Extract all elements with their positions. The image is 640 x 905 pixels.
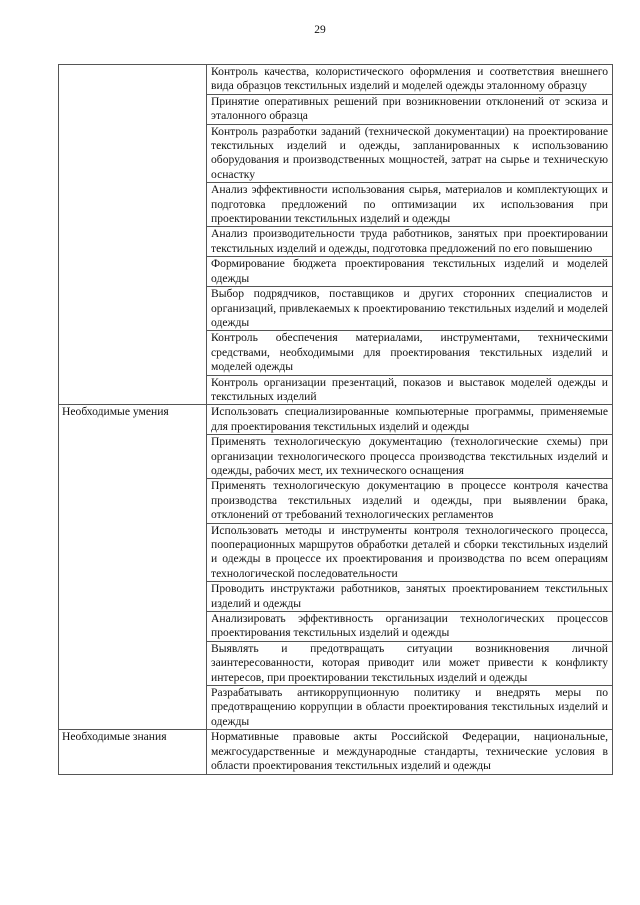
requirements-table-body (59, 65, 613, 775)
requirement-item: Применять технологическую документацию (технологические схемы) при организации технологического процесса производства текстильных изделий и одежды, рабочих мест, их технического оснащения (207, 435, 613, 479)
section-label: Необходимые умения (59, 405, 207, 730)
requirement-item: Проводить инструктажи работников, занятых проектированием текстильных изделий и одежды (207, 582, 613, 612)
requirement-item: Использовать специализированные компьютерные программы, применяемые для проектирования текстильных изделий и одежды (207, 405, 613, 435)
page-number: 29 (314, 24, 326, 36)
requirement-item: Нормативные правовые акты Российской Федерации, национальные, межгосударственные и международные стандарты, технические условия в области проектирования текстильных изделий и одежды (207, 730, 613, 774)
requirement-item: Применять технологическую документацию в процессе контроля качества производства текстильных изделий и одежды, при выявлении брака, отклонений от требований технологических регламентов (207, 479, 613, 523)
requirements-table (58, 64, 613, 775)
requirement-item: Анализ эффективности использования сырья, материалов и комплектующих и подготовка предложений по оптимизации их использования при проектировании текстильных изделий и одежды (207, 183, 613, 227)
requirement-item: Принятие оперативных решений при возникновении отклонений от эскиза и эталонного образца (207, 94, 613, 124)
requirement-item: Выбор подрядчиков, поставщиков и других сторонних специалистов и организаций, привлекаемых к проектированию текстильных изделий и моделей одежды (207, 287, 613, 331)
section-label (59, 65, 207, 405)
requirement-item: Контроль обеспечения материалами, инструментами, техническими средствами, необходимыми для проектирования текстильных изделий и моделей одежды (207, 331, 613, 375)
table-row (59, 405, 613, 435)
requirement-item: Анализировать эффективность организации технологических процессов проектирования текстильных изделий и одежды (207, 612, 613, 642)
requirement-item: Анализ производительности труда работников, занятых при проектировании текстильных изделий и одежды, подготовка предложений по его повышению (207, 227, 613, 257)
requirement-item: Использовать методы и инструменты контроля технологического процесса, пооперационных маршрутов обработки деталей и сборки текстильных изделий и одежды в процессе их проектирования и производства по всем операциям технологической последовательности (207, 523, 613, 582)
requirement-item: Контроль качества, колористического оформления и соответствия внешнего вида образцов текстильных изделий и моделей одежды эталонному образцу (207, 65, 613, 95)
requirement-item: Разрабатывать антикоррупционную политику и внедрять меры по предотвращению коррупции в области проектирования текстильных изделий и одежды (207, 686, 613, 730)
requirement-item: Контроль организации презентаций, показов и выставок моделей одежды и текстильных изделий (207, 375, 613, 405)
table-row (59, 730, 613, 774)
requirement-item: Выявлять и предотвращать ситуации возникновения личной заинтересованности, которая приводит или может привести к конфликту интересов, при проектировании текстильных изделий и одежды (207, 641, 613, 685)
requirement-item: Контроль разработки заданий (технической документации) на проектирование текстильных изделий и одежды, запланированных к использованию оборудования и производственных мощностей, затрат на сырье и техническую оснастку (207, 124, 613, 183)
requirement-item: Формирование бюджета проектирования текстильных изделий и моделей одежды (207, 257, 613, 287)
section-label: Необходимые знания (59, 730, 207, 774)
table-row (59, 65, 613, 95)
